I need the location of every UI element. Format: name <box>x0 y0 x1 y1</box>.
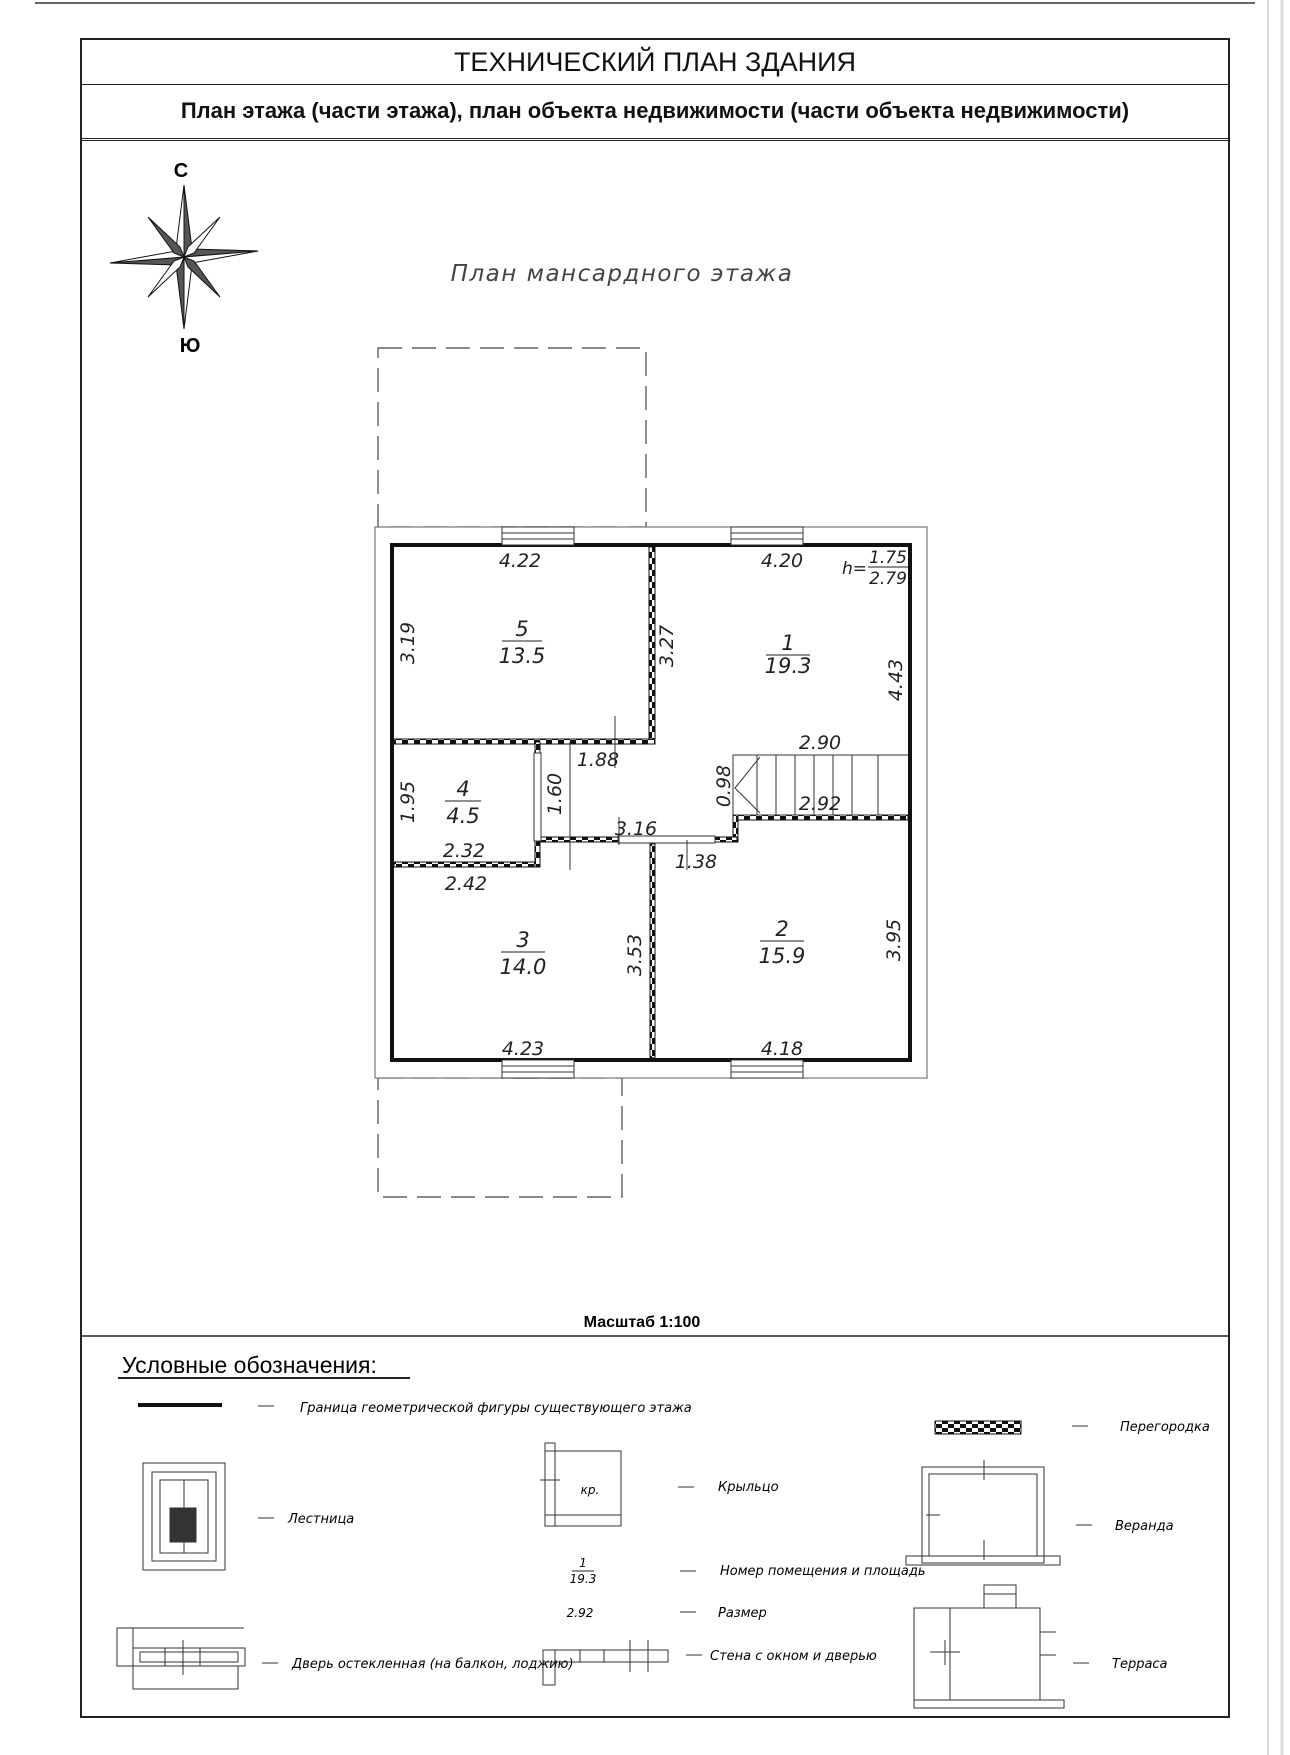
room-4-area: 4.5 <box>446 804 480 828</box>
legend-size <box>567 1606 767 1621</box>
svg-text:1.95: 1.95 <box>397 780 419 824</box>
svg-text:Крыльцо: Крыльцо <box>718 1480 779 1495</box>
room-5-number: 5 <box>515 617 529 641</box>
room-3-area: 14.0 <box>499 955 547 979</box>
svg-text:Веранда: Веранда <box>1115 1519 1174 1534</box>
plan-title: План мансардного этажа <box>450 261 794 287</box>
svg-text:2.79: 2.79 <box>869 569 907 589</box>
svg-text:1.38: 1.38 <box>674 851 718 873</box>
document-title: ТЕХНИЧЕСКИЙ ПЛАН ЗДАНИЯ <box>82 40 1228 85</box>
svg-text:3.95: 3.95 <box>883 918 905 962</box>
svg-text:4.43: 4.43 <box>885 658 907 702</box>
room-2-number: 2 <box>775 917 789 941</box>
room-2-area: 15.9 <box>758 944 806 968</box>
room-5-area: 13.5 <box>498 644 546 668</box>
svg-text:4.22: 4.22 <box>498 550 542 572</box>
svg-text:1: 1 <box>579 1556 587 1570</box>
svg-text:2.90: 2.90 <box>798 732 842 754</box>
svg-text:0.98: 0.98 <box>713 764 735 808</box>
room-1-number: 1 <box>781 631 795 655</box>
document-subtitle: План этажа (части этажа), план объекта недвижимости (части объекта недвижимости) <box>82 84 1228 141</box>
svg-text:2.92: 2.92 <box>798 793 842 815</box>
svg-text:2.92: 2.92 <box>566 1606 594 1620</box>
svg-text:кр.: кр. <box>580 1483 600 1497</box>
scale-label: Масштаб 1:100 <box>583 1314 701 1331</box>
legend-glazed-door <box>117 1628 574 1689</box>
dashed-outline-top <box>378 348 646 527</box>
svg-text:3.27: 3.27 <box>656 624 678 668</box>
svg-text:Лестница: Лестница <box>288 1512 355 1527</box>
svg-text:1.60: 1.60 <box>544 772 566 816</box>
legend-partition <box>935 1420 1210 1435</box>
compass-south-label: Ю <box>179 335 201 357</box>
svg-text:2.42: 2.42 <box>444 873 488 895</box>
compass-north-label: С <box>173 160 189 182</box>
legend-title: Условные обозначения: <box>122 1352 377 1378</box>
svg-text:19.3: 19.3 <box>569 1572 597 1586</box>
svg-text:4.18: 4.18 <box>760 1038 804 1060</box>
svg-text:Стена с окном и дверью: Стена с окном и дверью <box>710 1649 877 1664</box>
svg-text:3.16: 3.16 <box>614 818 658 840</box>
room-1-area: 19.3 <box>764 654 812 678</box>
dashed-outline-bottom <box>378 1078 622 1197</box>
legend-porch <box>540 1443 779 1526</box>
legend-wall-window-door <box>543 1640 877 1685</box>
svg-text:3.19: 3.19 <box>397 621 419 665</box>
legend-terrace <box>914 1585 1168 1708</box>
svg-text:Граница геометрической фигуры: Граница геометрической фигуры существующего этажа <box>300 1401 692 1416</box>
svg-text:3.53: 3.53 <box>624 933 646 977</box>
room-3-number: 3 <box>516 928 530 952</box>
svg-text:Терраса: Терраса <box>1112 1657 1168 1672</box>
compass-rose <box>110 185 258 329</box>
svg-text:4.23: 4.23 <box>501 1038 545 1060</box>
legend-boundary <box>138 1401 692 1416</box>
legend-room-label <box>570 1556 926 1586</box>
svg-text:Номер помещения и площадь: Номер помещения и площадь <box>720 1564 926 1579</box>
svg-text:4.20: 4.20 <box>760 550 804 572</box>
svg-text:Дверь остекленная (на балкон,: Дверь остекленная (на балкон, лоджию) <box>292 1657 574 1672</box>
svg-text:h=: h= <box>842 559 868 579</box>
room-4-number: 4 <box>456 777 470 801</box>
svg-text:Размер: Размер <box>718 1606 767 1621</box>
svg-text:1.75: 1.75 <box>869 548 907 568</box>
legend-stairs <box>143 1463 354 1570</box>
svg-text:Перегородка: Перегородка <box>1120 1420 1210 1435</box>
svg-text:2.32: 2.32 <box>442 840 486 862</box>
legend-veranda <box>906 1460 1174 1565</box>
svg-text:1.88: 1.88 <box>576 749 620 771</box>
